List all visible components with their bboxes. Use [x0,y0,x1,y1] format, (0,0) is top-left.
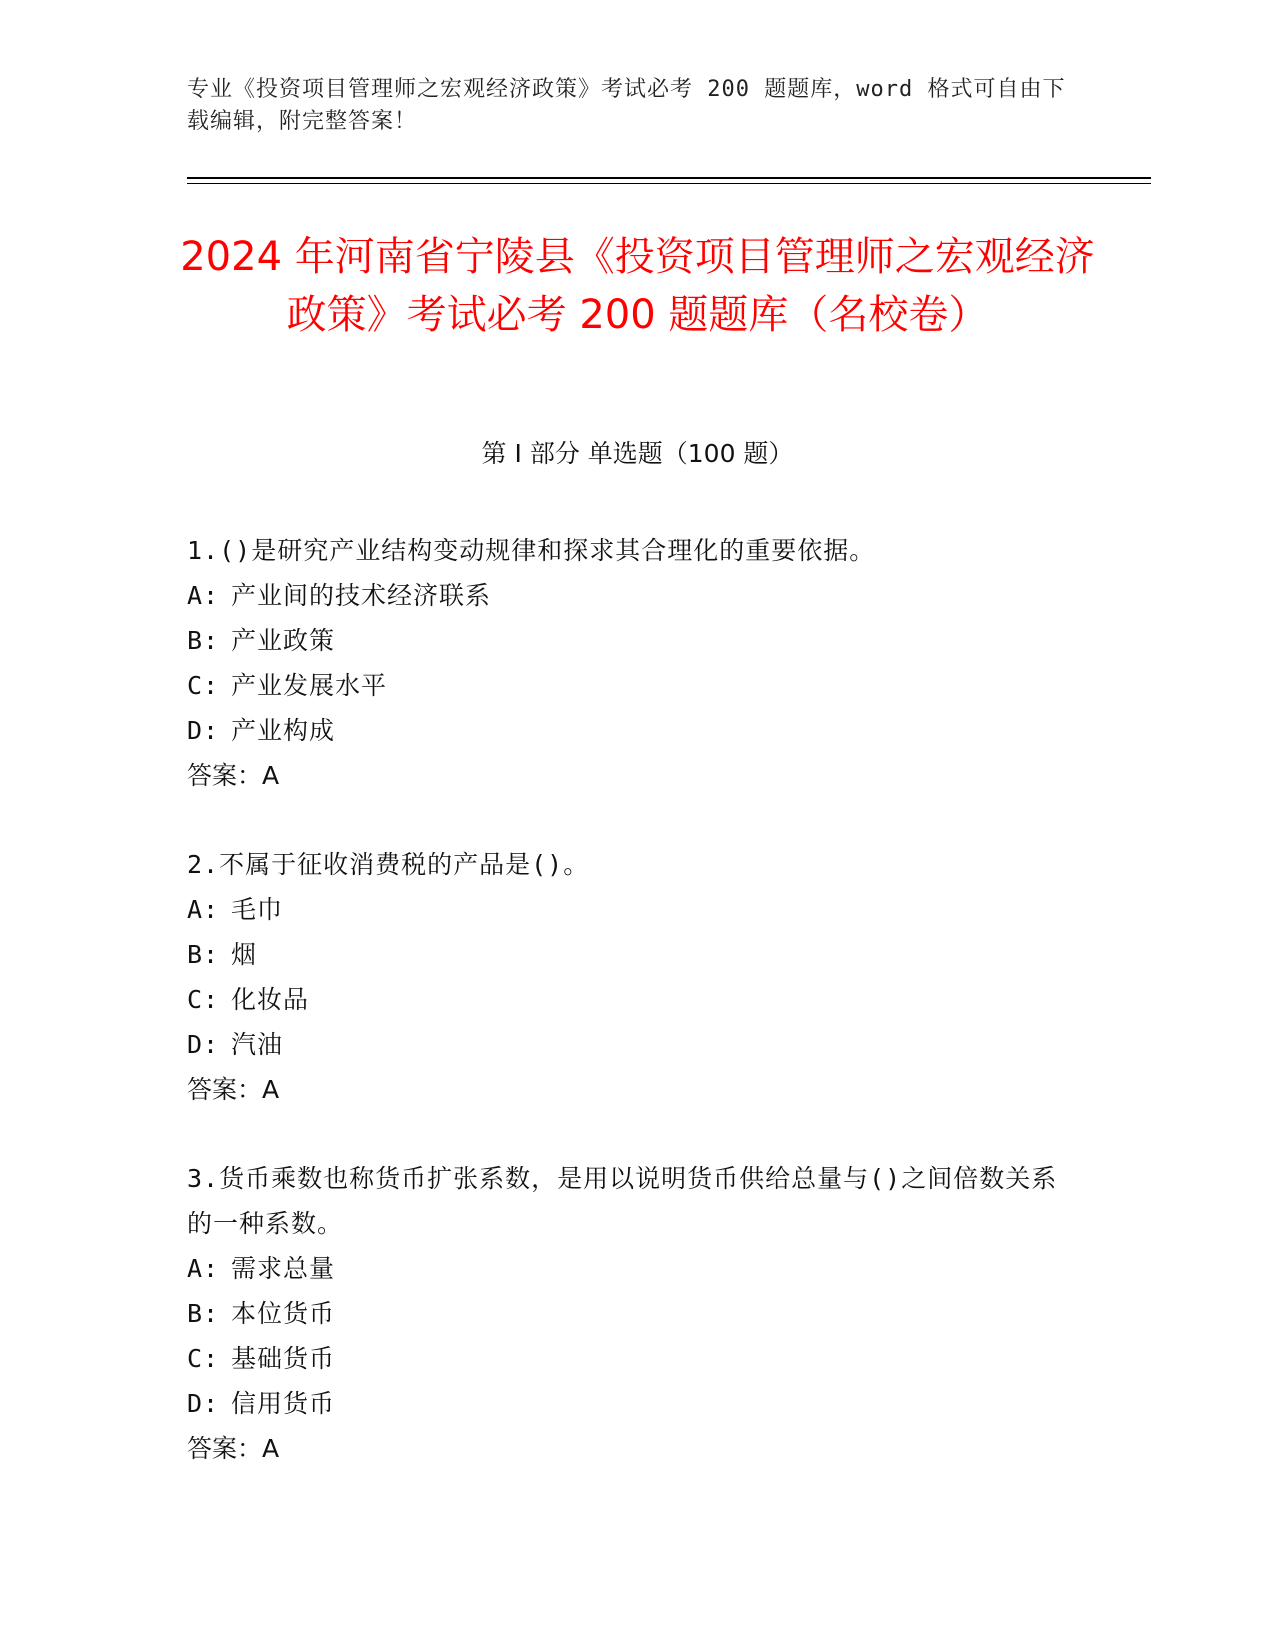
answer-line: 答案：A [187,1075,280,1104]
question-stem: 1.()是研究产业结构变动规律和探求其合理化的重要依据。 [187,536,876,565]
option-c [187,977,1067,1022]
option-d [187,1022,1067,1067]
option-c [187,1336,1067,1381]
option-letter: A: [187,895,220,924]
option-letter: C: [187,1344,220,1373]
option-letter: D: [187,1030,220,1059]
header-rule-thin [187,183,1151,184]
option-letter: D: [187,716,220,745]
option-d [187,1381,1067,1426]
option-letter: C: [187,985,220,1014]
question-item [187,842,1067,1112]
question-stem: 2.不属于征收消费税的产品是()。 [187,850,590,879]
option-letter: B: [187,1299,220,1328]
option-text: 汽油 [231,1030,284,1059]
option-text: 产业政策 [231,626,336,655]
question-item [187,528,1067,798]
option-b [187,932,1067,977]
option-text: 信用货币 [231,1389,336,1418]
option-letter: A: [187,1254,220,1283]
option-text: 化妆品 [231,985,310,1014]
option-text: 毛巾 [231,895,284,924]
document-title: 2024 年河南省宁陵县《投资项目管理师之宏观经济政策》考试必考 200 题题库（名校卷） [180,234,1095,338]
option-b [187,618,1067,663]
option-a [187,573,1067,618]
option-a [187,887,1067,932]
option-letter: B: [187,940,220,969]
option-text: 烟 [231,940,258,969]
answer-line: 答案：A [187,1434,280,1463]
option-text: 本位货币 [231,1299,336,1328]
option-a [187,1246,1067,1291]
option-text: 需求总量 [231,1254,336,1283]
question-item [187,1156,1067,1471]
header-rule-thick [187,177,1151,179]
question-stem: 3.货币乘数也称货币扩张系数，是用以说明货币供给总量与()之间倍数关系的一种系数。 [187,1164,1058,1238]
option-text: 产业间的技术经济联系 [231,581,492,610]
option-letter: D: [187,1389,220,1418]
question-list [187,528,1067,1515]
option-text: 产业发展水平 [231,671,388,700]
option-text: 产业构成 [231,716,336,745]
answer-line: 答案：A [187,761,280,790]
option-c [187,663,1067,708]
option-b [187,1291,1067,1336]
option-text: 基础货币 [231,1344,336,1373]
option-letter: C: [187,671,220,700]
header-note: 专业《投资项目管理师之宏观经济政策》考试必考 200 题题库，word 格式可自由下载编辑，附完整答案！ [187,77,1066,134]
option-d [187,708,1067,753]
option-letter: B: [187,626,220,655]
section-title: 第 I 部分 单选题（100 题） [481,439,794,468]
option-letter: A: [187,581,220,610]
